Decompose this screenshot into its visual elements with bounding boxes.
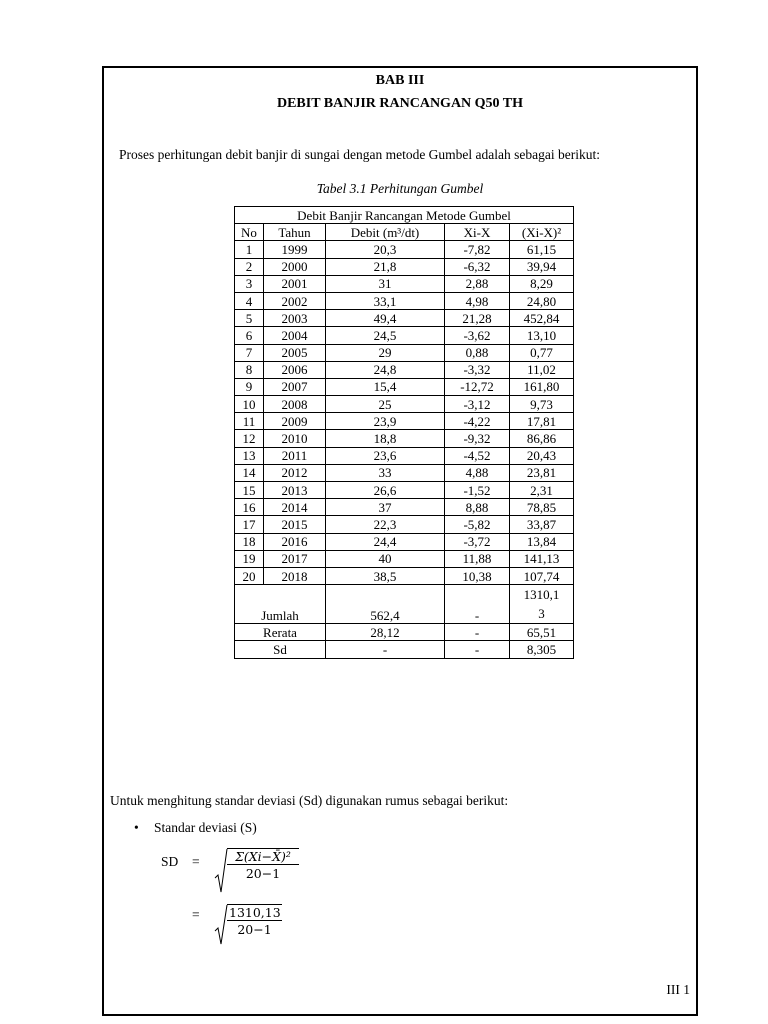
table-cell: 23,6 [326, 447, 445, 464]
table-cell: 20,43 [510, 447, 574, 464]
column-header: (Xi-X)² [510, 224, 574, 241]
table-cell: 12 [235, 430, 264, 447]
table-row [235, 396, 574, 413]
table-cell: 13,10 [510, 327, 574, 344]
table-row [235, 292, 574, 309]
summary-value-line: 3 [538, 606, 545, 622]
table-row [235, 361, 574, 378]
table-row [235, 430, 574, 447]
table-cell: 19 [235, 550, 264, 567]
chapter-title: DEBIT BANJIR RANCANGAN Q50 TH [276, 96, 524, 111]
formula-intro: Untuk menghitung standar deviasi (Sd) digunakan rumus sebagai berikut: [110, 793, 509, 808]
table-cell: 11 [235, 413, 264, 430]
table-row [235, 499, 574, 516]
table-cell: 21,28 [445, 310, 510, 327]
table-row [235, 550, 574, 567]
table-row [235, 482, 574, 499]
summary-row-rerata [235, 624, 574, 641]
table-cell: -9,32 [445, 430, 510, 447]
table-cell: -4,22 [445, 413, 510, 430]
table-cell: 2015 [264, 516, 326, 533]
equals-sign: = [192, 907, 200, 922]
table-cell: -3,72 [445, 533, 510, 550]
table-cell: 61,15 [510, 241, 574, 258]
square-root-icon [214, 848, 228, 894]
table-cell: 2006 [264, 361, 326, 378]
table-cell: -4,52 [445, 447, 510, 464]
table-cell: 2000 [264, 258, 326, 275]
summary-value: 8,305 [510, 641, 574, 658]
radical-content [227, 904, 282, 937]
table-cell: 24,5 [326, 327, 445, 344]
table-row [235, 413, 574, 430]
summary-value: - [445, 624, 510, 641]
table-cell: 20 [235, 567, 264, 584]
summary-value: - [445, 641, 510, 658]
table-cell: 11,88 [445, 550, 510, 567]
table-cell: 2017 [264, 550, 326, 567]
table-cell: 7 [235, 344, 264, 361]
square-root-icon [214, 904, 228, 946]
summary-value: 65,51 [510, 624, 574, 641]
table-cell: 8 [235, 361, 264, 378]
table-cell: 86,86 [510, 430, 574, 447]
table-cell: 0,77 [510, 344, 574, 361]
table-cell: 9 [235, 378, 264, 395]
table-cell: 2001 [264, 275, 326, 292]
table-cell: 33,87 [510, 516, 574, 533]
table-row [235, 447, 574, 464]
column-header: Tahun [264, 224, 326, 241]
bullet-marker: • [134, 820, 139, 835]
equals-sign: = [192, 854, 200, 869]
table-cell: 26,6 [326, 482, 445, 499]
table-cell: 24,4 [326, 533, 445, 550]
table-cell: 2018 [264, 567, 326, 584]
table-cell: 14 [235, 464, 264, 481]
table-cell: 9,73 [510, 396, 574, 413]
table-cell: 18,8 [326, 430, 445, 447]
sd-symbol: SD [161, 854, 179, 869]
table-cell: -12,72 [445, 378, 510, 395]
summary-label: Rerata [235, 624, 326, 641]
table-cell: 18 [235, 533, 264, 550]
table-cell: 2 [235, 258, 264, 275]
table-cell: 39,94 [510, 258, 574, 275]
formula-denominator: 20−1 [237, 922, 272, 937]
table-cell: 10 [235, 396, 264, 413]
table-cell: 2012 [264, 464, 326, 481]
table-cell: 5 [235, 310, 264, 327]
table-cell: 20,3 [326, 241, 445, 258]
table-cell: 29 [326, 344, 445, 361]
table-cell: 4 [235, 292, 264, 309]
radical-formula-1 [214, 848, 304, 894]
table-cell: 21,8 [326, 258, 445, 275]
table-cell: 2002 [264, 292, 326, 309]
summary-row-sd [235, 641, 574, 658]
table-cell: 23,81 [510, 464, 574, 481]
table-cell: 1 [235, 241, 264, 258]
table-cell: 11,02 [510, 361, 574, 378]
table-cell: 13,84 [510, 533, 574, 550]
table-cell: 16 [235, 499, 264, 516]
summary-value-line: 1310,1 [523, 587, 560, 603]
table-title: Debit Banjir Rancangan Metode Gumbel [235, 207, 574, 224]
radical-content [227, 848, 299, 881]
formula-denominator: 20−1 [245, 866, 281, 881]
table-row [235, 310, 574, 327]
table-cell: 49,4 [326, 310, 445, 327]
table-cell: 2003 [264, 310, 326, 327]
table-row [235, 344, 574, 361]
table-cell: 2013 [264, 482, 326, 499]
table-cell: 8,88 [445, 499, 510, 516]
bullet-item [134, 820, 257, 836]
table-cell: 15 [235, 482, 264, 499]
gumbel-table [234, 206, 574, 659]
table-cell: 17,81 [510, 413, 574, 430]
table-cell: 33,1 [326, 292, 445, 309]
bullet-text: Standar deviasi (S) [154, 820, 257, 835]
table-cell: 22,3 [326, 516, 445, 533]
table-cell: 161,80 [510, 378, 574, 395]
table-cell: 33 [326, 464, 445, 481]
table-cell: -7,82 [445, 241, 510, 258]
table-cell: 6 [235, 327, 264, 344]
table-cell: 25 [326, 396, 445, 413]
page-number: III 1 [666, 982, 690, 997]
intro-text: Proses perhitungan debit banjir di sungai dengan metode Gumbel adalah sebagai berikut: [119, 147, 600, 162]
column-header: Xi-X [445, 224, 510, 241]
table-cell: 2004 [264, 327, 326, 344]
table-cell: 2007 [264, 378, 326, 395]
table-cell: 40 [326, 550, 445, 567]
table-cell: 13 [235, 447, 264, 464]
table-cell: 15,4 [326, 378, 445, 395]
formula-numerator: Σ(Xi−X̄)² [227, 849, 299, 865]
table-row [235, 258, 574, 275]
column-header: No [235, 224, 264, 241]
table-row [235, 241, 574, 258]
table-body [235, 241, 574, 585]
table-cell: 2014 [264, 499, 326, 516]
table-cell: 0,88 [445, 344, 510, 361]
formula-numerator: 1310,13 [229, 905, 281, 920]
table-cell: 452,84 [510, 310, 574, 327]
table-cell: 2009 [264, 413, 326, 430]
table-cell: 2010 [264, 430, 326, 447]
radical-formula-2 [214, 904, 284, 946]
table-row [235, 327, 574, 344]
table-header-row [235, 224, 574, 241]
summary-label: Sd [235, 641, 326, 658]
table-cell: 10,38 [445, 567, 510, 584]
table-cell: -1,52 [445, 482, 510, 499]
table-cell: 24,80 [510, 292, 574, 309]
summary-value: - [445, 585, 510, 624]
table-cell: 38,5 [326, 567, 445, 584]
table-row [235, 464, 574, 481]
table-cell: 17 [235, 516, 264, 533]
table-cell: 23,9 [326, 413, 445, 430]
table-cell: 4,98 [445, 292, 510, 309]
table-cell: 2005 [264, 344, 326, 361]
summary-value [510, 585, 574, 624]
summary-value: - [326, 641, 445, 658]
column-header: Debit (m³/dt) [326, 224, 445, 241]
table-cell: 2016 [264, 533, 326, 550]
chapter-heading: BAB III [375, 73, 425, 88]
table-cell: 8,29 [510, 275, 574, 292]
table-cell: -3,32 [445, 361, 510, 378]
table-cell: 2008 [264, 396, 326, 413]
table-cell: -3,12 [445, 396, 510, 413]
table-cell: 1999 [264, 241, 326, 258]
table-row [235, 378, 574, 395]
table-cell: 107,74 [510, 567, 574, 584]
table-cell: 141,13 [510, 550, 574, 567]
summary-value: 562,4 [326, 585, 445, 624]
table-caption: Tabel 3.1 Perhitungan Gumbel [316, 181, 484, 196]
table-cell: 4,88 [445, 464, 510, 481]
table-cell: -3,62 [445, 327, 510, 344]
summary-value: 28,12 [326, 624, 445, 641]
table-cell: -5,82 [445, 516, 510, 533]
table-row [235, 533, 574, 550]
table-cell: 2,88 [445, 275, 510, 292]
table-cell: -6,32 [445, 258, 510, 275]
table-row [235, 567, 574, 584]
table-cell: 2011 [264, 447, 326, 464]
page-frame [102, 66, 698, 1016]
table-cell: 2,31 [510, 482, 574, 499]
table-row [235, 275, 574, 292]
table-cell: 37 [326, 499, 445, 516]
table-cell: 24,8 [326, 361, 445, 378]
summary-label: Jumlah [235, 585, 326, 624]
summary-row-jumlah [235, 585, 574, 624]
table-cell: 3 [235, 275, 264, 292]
table-cell: 78,85 [510, 499, 574, 516]
table-row [235, 516, 574, 533]
table-cell: 31 [326, 275, 445, 292]
